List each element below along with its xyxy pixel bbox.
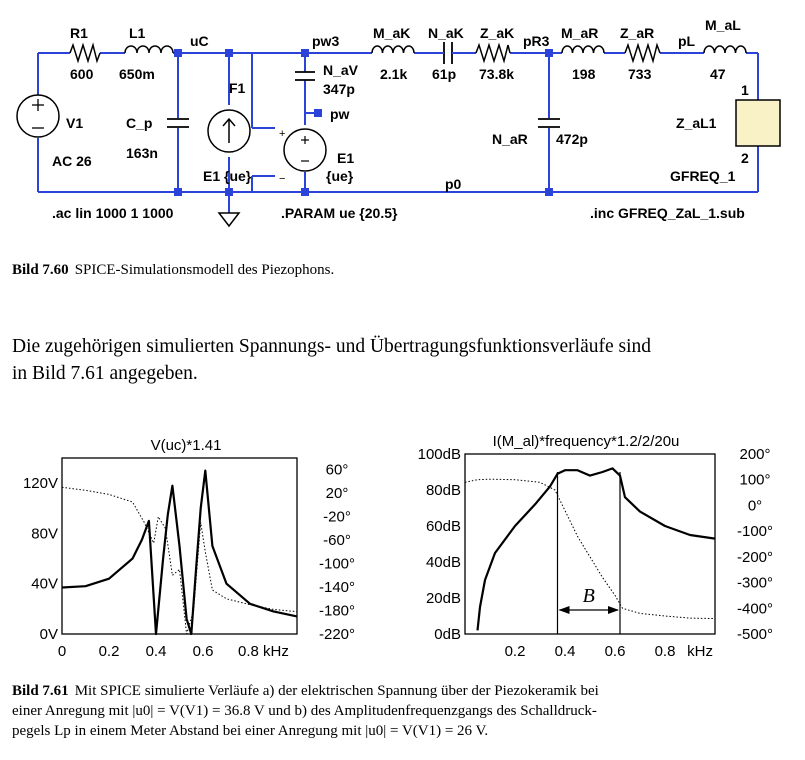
left-tick-label: 20dB xyxy=(425,590,461,607)
caption-7-61-line-1: Mit SPICE simulierte Verläufe a) der elektrischen Spannung über der Piezokeramik bei xyxy=(74,683,599,699)
x-tick-label: 0.8 xyxy=(654,643,676,660)
left-tick-label: 0V xyxy=(39,626,58,643)
left-tick-label: 80dB xyxy=(425,482,461,499)
right-tick-label: -400° xyxy=(736,600,774,618)
v1-name: V1 xyxy=(66,115,84,131)
f1-value: E1 {ue} xyxy=(203,168,252,184)
chart-a-left-ticks xyxy=(23,475,58,643)
svg-text:+: + xyxy=(279,128,286,140)
series-magnitude xyxy=(62,471,297,634)
zak-value: 73.8k xyxy=(479,66,515,82)
chart-b-left-ticks xyxy=(418,446,461,643)
series-phase xyxy=(62,487,297,634)
directive-inc: .inc GFREQ_ZaL_1.sub xyxy=(590,205,745,221)
caption-7-60-number: Bild 7.60 xyxy=(12,262,69,278)
bandwidth-arrowhead-right xyxy=(608,606,619,614)
right-tick-label: -60° xyxy=(323,532,351,550)
chart-b-x-ticks xyxy=(505,643,713,660)
right-tick-label: -220° xyxy=(318,626,356,643)
chart-b-bandwidth xyxy=(558,472,621,634)
mar-name: M_aR xyxy=(561,25,599,41)
right-tick-label: 60° xyxy=(325,461,349,479)
mar-value: 198 xyxy=(572,66,596,82)
chart-b-title: I(M_al)*frequency*1.2/2/20u xyxy=(492,433,680,450)
zar-value: 733 xyxy=(628,66,652,82)
e1-name: E1 xyxy=(337,150,355,166)
zal1-name: Z_aL1 xyxy=(676,115,717,131)
left-tick-label: 40dB xyxy=(425,554,461,571)
chart-a-right-ticks xyxy=(319,462,355,643)
right-tick-label: -300° xyxy=(736,574,774,592)
right-tick-label: -180° xyxy=(318,602,356,620)
series-level xyxy=(478,468,716,630)
zal1-pin1: 1 xyxy=(741,82,749,98)
x-tick-label: 0.6 xyxy=(604,643,626,660)
right-tick-label: -200° xyxy=(736,548,774,566)
l1-name: L1 xyxy=(129,25,146,41)
cp-value: 163n xyxy=(126,145,158,161)
nar-name: N_aR xyxy=(492,131,528,147)
zal1-value: GFREQ_1 xyxy=(670,168,736,184)
node-pw3: pw3 xyxy=(312,33,340,49)
right-tick-label: 20° xyxy=(325,485,349,503)
caption-7-61 xyxy=(12,681,599,741)
nav-name: N_aV xyxy=(323,62,359,78)
v1-value: AC 26 xyxy=(52,153,92,169)
caption-7-61-number: Bild 7.61 xyxy=(12,683,69,699)
chart-a-title: V(uc)*1.41 xyxy=(150,437,222,454)
mal-name: M_aL xyxy=(705,17,741,33)
f1-name: F1 xyxy=(229,80,246,96)
nak-value: 61p xyxy=(432,66,457,82)
chart-b xyxy=(418,433,773,660)
chart-a xyxy=(23,437,355,660)
caption-7-61-line-3: pegels Lp in einem Meter Abstand bei einer Anregung mit |u0| = V(V1) = 26 V. xyxy=(12,723,489,739)
x-tick-label: kHz xyxy=(687,643,713,660)
zar-name: Z_aR xyxy=(620,25,655,41)
x-tick-label: 0.6 xyxy=(192,643,214,660)
right-tick-label: 0° xyxy=(747,497,763,515)
l1-value: 650m xyxy=(119,66,155,82)
left-tick-label: 80V xyxy=(31,525,58,543)
left-tick-label: 40V xyxy=(31,575,58,593)
right-tick-label: -100° xyxy=(318,555,356,573)
node-p0: p0 xyxy=(445,176,462,192)
nar-value: 472p xyxy=(556,131,588,147)
directive-ac: .ac lin 1000 1 1000 xyxy=(52,205,174,221)
mak-name: M_aK xyxy=(373,25,411,41)
paragraph-line-2: in Bild 7.61 angegeben. xyxy=(12,363,198,384)
caption-7-61-line-2: einer Anregung mit |u0| = V(V1) = 36.8 V und b) des Amplitudenfrequenzgangs des Schalldruck- xyxy=(12,703,597,719)
x-tick-label: 0.2 xyxy=(504,643,526,660)
right-tick-label: 100° xyxy=(739,471,771,489)
r1-value: 600 xyxy=(70,66,94,82)
right-tick-label: -140° xyxy=(318,579,356,597)
x-tick-label: 0.4 xyxy=(554,643,576,660)
e1-value: {ue} xyxy=(326,168,354,184)
node-uc: uC xyxy=(190,33,209,49)
chart-a-series xyxy=(62,471,297,634)
bandwidth-arrowhead-left xyxy=(559,606,570,614)
x-tick-label: 0.8 kHz xyxy=(238,643,289,660)
nak-name: N_aK xyxy=(428,25,464,41)
right-tick-label: -20° xyxy=(323,508,351,526)
cp-name: C_p xyxy=(126,115,153,131)
node-pl: pL xyxy=(678,33,696,49)
left-tick-label: 120V xyxy=(22,475,58,493)
svg-text:−: − xyxy=(279,173,286,185)
right-tick-label: -500° xyxy=(736,626,774,643)
x-tick-label: 0.4 xyxy=(145,643,167,660)
x-tick-label: 0.2 xyxy=(98,643,120,660)
directive-param: .PARAM ue {20.5} xyxy=(281,205,398,221)
mak-value: 2.1k xyxy=(380,66,408,82)
right-tick-label: -100° xyxy=(736,523,774,541)
node-pr3: pR3 xyxy=(523,33,550,49)
left-tick-label: 100dB xyxy=(417,446,461,463)
x-tick-label: 0 xyxy=(57,643,67,660)
paragraph-line-1: Die zugehörigen simulierten Spannungs- und Übertragungsfunktionsverläufe sind xyxy=(12,336,652,357)
zak-name: Z_aK xyxy=(480,25,515,41)
bandwidth-label: B xyxy=(582,585,595,607)
chart-b-right-ticks xyxy=(737,446,773,643)
mal-value: 47 xyxy=(710,66,726,82)
left-tick-label: 60dB xyxy=(425,518,461,535)
right-tick-label: 200° xyxy=(739,446,771,463)
node-pw: pw xyxy=(330,106,350,122)
caption-7-60-text: SPICE-Simulationsmodell des Piezophons. xyxy=(74,262,335,278)
zal1-pin2: 2 xyxy=(741,150,749,166)
nav-value: 347p xyxy=(323,81,355,97)
r1-name: R1 xyxy=(70,25,88,41)
left-tick-label: 0dB xyxy=(434,626,461,643)
chart-a-x-ticks xyxy=(58,643,289,660)
